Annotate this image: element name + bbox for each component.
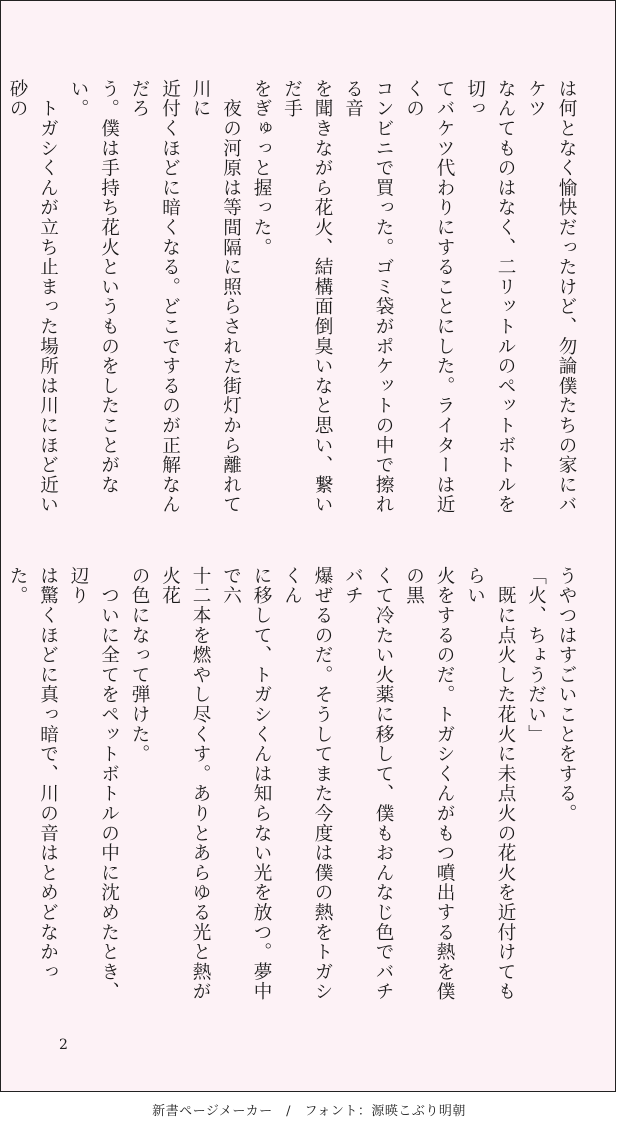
text-line: は何となく愉快だったけど、勿論僕たちの家にバケツ	[525, 79, 577, 515]
text-line: てバケツ代わりにすることにした。ライターは近くの	[403, 79, 455, 515]
text-line: ついに全てをペットボトルの中に沈めたとき、辺り	[68, 566, 120, 1002]
text-line	[0, 79, 2, 529]
page-number: 2	[59, 1037, 68, 1053]
text-line: 十二本を燃やし尽くす。ありとあらゆる光と熱が火花	[159, 566, 211, 1002]
text-line: 既に点火した花火に未点火の花火を近付けてもらい	[464, 566, 516, 1002]
text-line: は驚くほどに真っ暗で、川の音はとめどなかった。	[7, 566, 59, 982]
text-line: 近付くほどに暗くなる。どこでするのが正解なんだろ	[129, 79, 181, 515]
top-text-block	[7, 79, 581, 529]
text-line: 「火、ちょうだい」	[525, 566, 547, 745]
text-line: 火をするのだ。トガシくんがもつ噴出する熱を僕の黒	[403, 566, 455, 1002]
text-line: くて冷たい火薬に移して、僕もおんなじ色でバチバチ	[342, 566, 394, 1002]
text-line: トガシくんが立ち止まった場所は川にほど近い砂の	[7, 79, 59, 515]
text-line: なんてものはなく、二リットルのペットボトルを切っ	[464, 79, 516, 515]
text-line: う。僕は手持ち花火というものをしたことがない。	[68, 79, 120, 495]
text-line: 爆ぜるのだ。そうしてまた今度は僕の熱をトガシくん	[281, 566, 333, 1002]
bottom-text-block	[7, 566, 581, 1016]
text-line: に移して、トガシくんは知らない光を放つ。夢中で六	[220, 566, 272, 1002]
text-line: うやつはすごいことをする。	[556, 566, 577, 824]
footer-credit: 新書ページメーカー / フォント：源暎こぶり明朝	[152, 1104, 466, 1119]
text-line: をぎゅっと握った。	[251, 79, 272, 258]
text-line: の色になって弾けた。	[129, 566, 150, 764]
text-line: を聞きながら花火、結構面倒臭いなと思い、繋いだ手	[281, 79, 333, 515]
text-line	[0, 566, 2, 1016]
text-line: 夜の河原は等間隔に照らされた街灯から離れて川に	[190, 79, 242, 515]
text-line: コンビニで買った。ゴミ袋がポケットの中で擦れる音	[342, 79, 394, 515]
